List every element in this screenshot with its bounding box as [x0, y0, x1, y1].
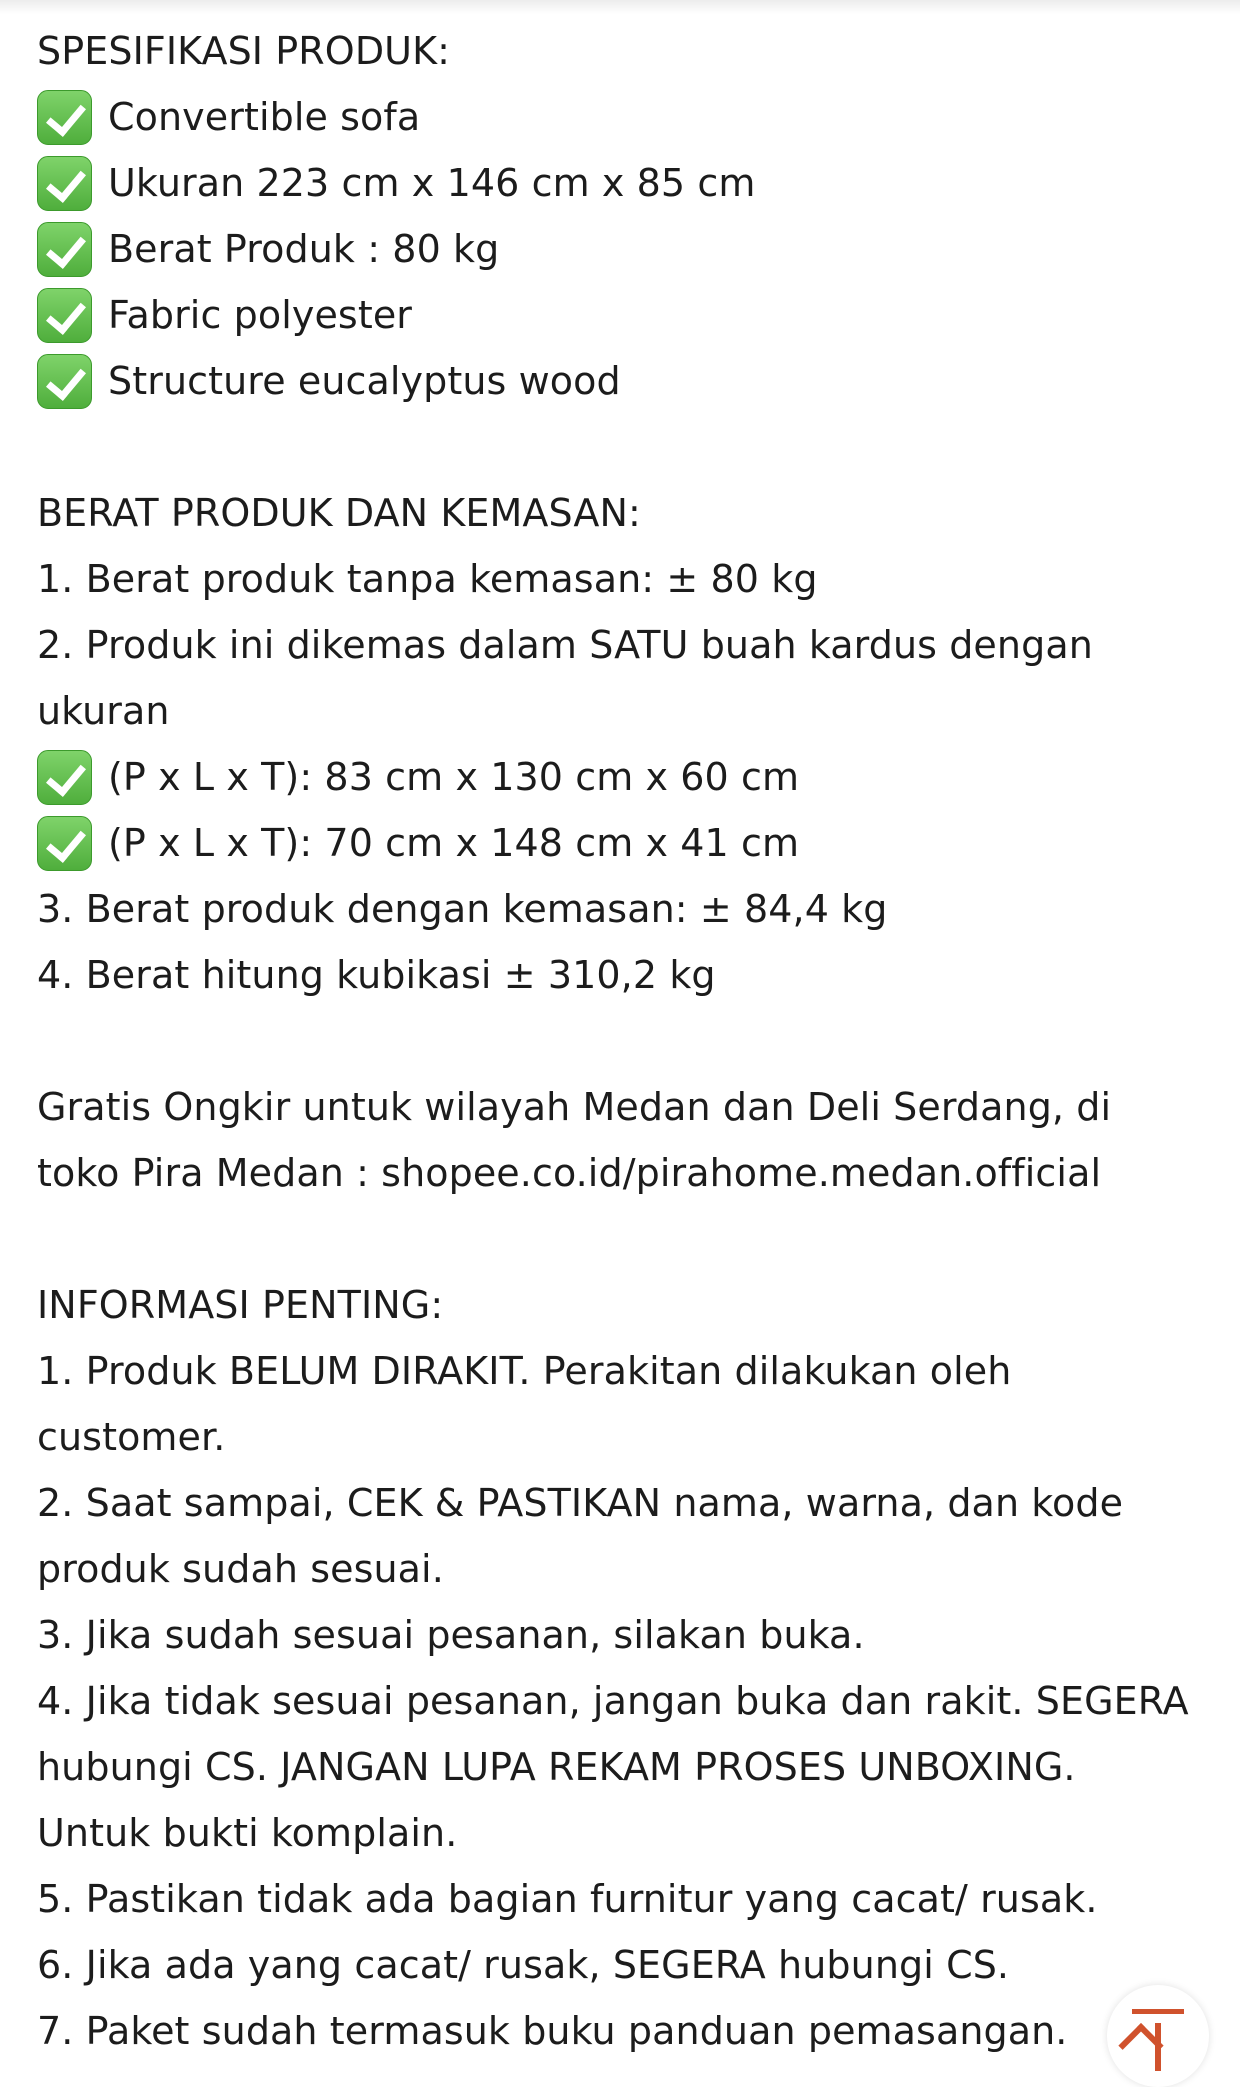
check-mark-icon [37, 816, 92, 871]
spec-item-text: Convertible sofa [108, 95, 421, 139]
check-mark-icon [37, 750, 92, 805]
box-dimension-text: (P x L x T): 83 cm x 130 cm x 60 cm [108, 755, 800, 799]
check-mark-icon [37, 90, 92, 145]
scroll-top-bar [1132, 2009, 1184, 2014]
box-dimension-item [37, 810, 1217, 876]
check-mark-icon [37, 288, 92, 343]
shipping-line: Gratis Ongkir untuk wilayah Medan dan Deli Serdang, di [37, 1085, 1112, 1129]
top-shadow [0, 0, 1240, 14]
check-mark-icon [37, 156, 92, 211]
info-line: 3. Jika sudah sesuai pesanan, silakan buka. [37, 1613, 865, 1657]
info-heading: INFORMASI PENTING: [37, 1283, 444, 1327]
spacer [37, 1206, 1217, 1272]
scroll-to-top-button[interactable] [1107, 1985, 1209, 2087]
spec-item-text: Fabric polyester [108, 293, 413, 337]
info-line: customer. [37, 1415, 226, 1459]
box-dimension-item [37, 744, 1217, 810]
spec-heading: SPESIFIKASI PRODUK: [37, 29, 451, 73]
spec-item-text: Structure eucalyptus wood [108, 359, 621, 403]
spec-item [37, 84, 1217, 150]
info-line: produk sudah sesuai. [37, 1547, 444, 1591]
spec-item-text: Berat Produk : 80 kg [108, 227, 500, 271]
info-line: 7. Paket sudah termasuk buku panduan pemasangan. [37, 2009, 1068, 2053]
spec-item [37, 282, 1217, 348]
weight-line: 4. Berat hitung kubikasi ± 310,2 kg [37, 953, 716, 997]
weight-line: 2. Produk ini dikemas dalam SATU buah kardus dengan [37, 623, 1093, 667]
shipping-line: toko Pira Medan : shopee.co.id/pirahome.medan.official [37, 1151, 1102, 1195]
info-line: 2. Saat sampai, CEK & PASTIKAN nama, warna, dan kode [37, 1481, 1124, 1525]
check-mark-icon [37, 354, 92, 409]
box-dimension-text: (P x L x T): 70 cm x 148 cm x 41 cm [108, 821, 800, 865]
spec-item [37, 348, 1217, 414]
weight-line: 3. Berat produk dengan kemasan: ± 84,4 kg [37, 887, 888, 931]
spec-item-text: Ukuran 223 cm x 146 cm x 85 cm [108, 161, 756, 205]
spec-item [37, 216, 1217, 282]
product-description [37, 18, 1217, 2064]
weight-heading: BERAT PRODUK DAN KEMASAN: [37, 491, 641, 535]
info-line: 4. Jika tidak sesuai pesanan, jangan buka dan rakit. SEGERA [37, 1679, 1189, 1723]
info-line: 1. Produk BELUM DIRAKIT. Perakitan dilakukan oleh [37, 1349, 1012, 1393]
weight-line: 1. Berat produk tanpa kemasan: ± 80 kg [37, 557, 818, 601]
info-line: 5. Pastikan tidak ada bagian furnitur yang cacat/ rusak. [37, 1877, 1098, 1921]
check-mark-icon [37, 222, 92, 277]
spacer [37, 1008, 1217, 1074]
info-line: hubungi CS. JANGAN LUPA REKAM PROSES UNBOXING. [37, 1745, 1076, 1789]
spacer [37, 414, 1217, 480]
spec-item [37, 150, 1217, 216]
info-line: Untuk bukti komplain. [37, 1811, 458, 1855]
info-line: 6. Jika ada yang cacat/ rusak, SEGERA hubungi CS. [37, 1943, 1010, 1987]
weight-line: ukuran [37, 689, 170, 733]
